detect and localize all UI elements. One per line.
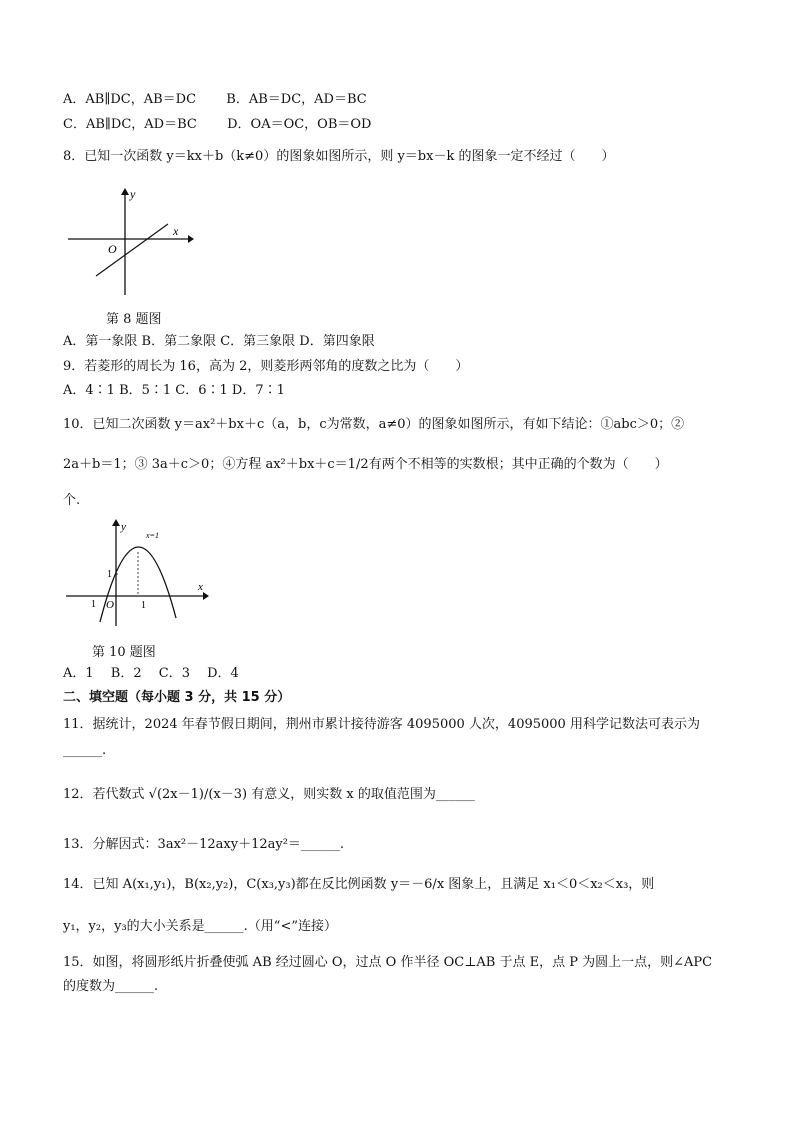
q8-caption: 第 8 题图 [106, 312, 162, 327]
q10-label-neg-one: 1 [91, 599, 96, 610]
q10-options: A．1 B．2 C．3 D．4 [63, 666, 239, 681]
q10-label-y: y [121, 521, 126, 533]
q10-label-one-x: 1 [141, 600, 146, 611]
q10-x-arrow [203, 592, 209, 600]
q7-options-row2 [63, 116, 371, 134]
q10-stem-line2: 2a＋b＝1；③ 3a＋c＞0；④方程 ax²＋bx＋c＝1/2有两个不相等的实数根；其中正确的个数为（ ） [63, 457, 668, 472]
q8-label-origin: O [108, 242, 117, 256]
q8-label-y: y [130, 187, 136, 201]
q12-text: 12．若代数式 √(2x－1)/(x－3) 有意义，则实数 x 的取值范围为______ [63, 787, 475, 802]
q11-line2: ______. [63, 743, 107, 758]
q11-line1: 11．据统计，2024 年春节假日期间，荆州市累计接待游客 4095000 人次，4095000 用科学记数法可表示为 [63, 717, 700, 732]
q10-stem-line3: 个. [63, 493, 81, 508]
q8-stem: 8．已知一次函数 y＝kx＋b（k≠0）的图象如图所示，则 y＝bx－k 的图象一定不经过（ ） [63, 149, 615, 164]
q15-line2: 的度数为______. [63, 979, 159, 994]
q10-label-x: x [198, 581, 203, 593]
q8-y-arrow [121, 188, 129, 195]
q10-y-arrow [112, 519, 120, 526]
q10-figure [60, 516, 210, 631]
q13-text: 13．分解因式：3ax²－12axy＋12ay²＝______. [63, 837, 345, 852]
q10-label-one-y: 1 [107, 569, 112, 580]
q8-label-x: x [173, 224, 179, 238]
q8-x-arrow [188, 235, 194, 243]
q10-caption: 第 10 题图 [92, 645, 156, 660]
q7-option-c: C．AB∥DC，AD＝BC [63, 117, 197, 132]
q8-options: A．第一象限 B．第二象限 C．第三象限 D．第四象限 [63, 334, 375, 349]
q9-stem: 9．若菱形的周长为 16，高为 2，则菱形两邻角的度数之比为（ ） [63, 359, 469, 374]
q7-options-row1 [63, 91, 367, 109]
q7-option-a: A．AB∥DC，AB＝DC [63, 92, 197, 107]
q7-option-b: B．AB＝DC，AD＝BC [226, 92, 367, 107]
q9-options: A．4∶1 B．5∶1 C．6∶1 D．7∶1 [63, 383, 285, 398]
q14-line2: y₁，y₂，y₃的大小关系是______.（用“<”连接） [63, 919, 337, 934]
q10-label-axis: x=1 [146, 531, 159, 540]
q8-figure [60, 180, 200, 300]
q14-line1: 14．已知 A(x₁,y₁)，B(x₂,y₂)，C(x₃,y₃)都在反比例函数 y＝－6/x 图象上，且满足 x₁＜0＜x₂＜x₃，则 [63, 877, 655, 892]
q10-stem-line1: 10．已知二次函数 y＝ax²＋bx＋c（a，b，c为常数，a≠0）的图象如图所示，有如下结论：①abc＞0；② [63, 417, 685, 432]
section2-title: 二、填空题（每小题 3 分，共 15 分） [63, 690, 291, 705]
q8-line-graph [96, 224, 168, 276]
q7-option-d: D．OA＝OC，OB＝OD [227, 117, 372, 132]
q10-label-origin: O [106, 599, 114, 611]
q15-line1: 15．如图，将圆形纸片折叠使弧 AB 经过圆心 O，过点 O 作半径 OC⊥AB 于点 E，点 P 为圆上一点，则∠APC [63, 955, 713, 970]
